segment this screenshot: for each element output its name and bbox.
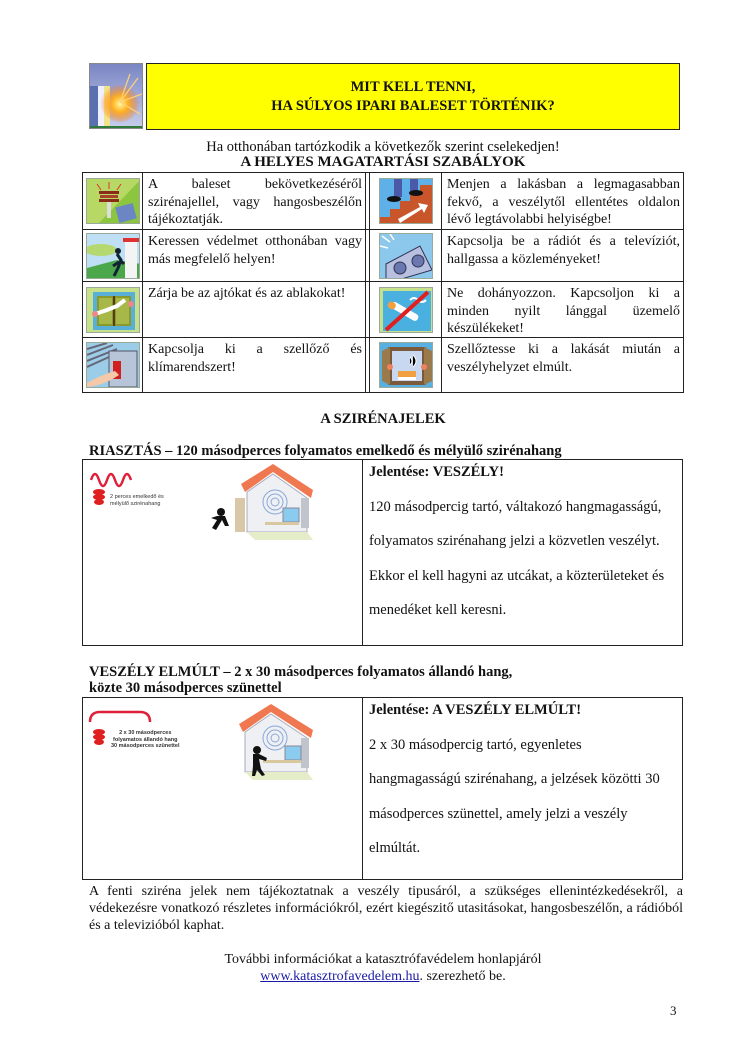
alarm-illustration <box>83 460 363 645</box>
rules-row <box>83 338 683 392</box>
rule-text: Ne dohányozzon. Kapcsoljon ki a minden nyilt lánggal üzemelő készülékeket! <box>447 286 680 336</box>
alarm-meaning: Jelentése: VESZÉLY! <box>369 464 504 480</box>
rule-text: Zárja be az ajtókat és az ablakokat! <box>148 286 346 301</box>
page-title-line-2: HA SÚLYOS IPARI BALESET TÖRTÉNIK? <box>271 97 555 114</box>
alarm-line: folyamatos szirénahang jelzi a közvetlen veszélyt. <box>369 533 660 549</box>
alarm-line: Ekkor el kell hagyni az utcákat, a közterületeket és <box>369 567 665 584</box>
allclear-heading-line-2: közte 30 másodperces szünettel <box>89 680 282 696</box>
alarm-description <box>364 460 682 622</box>
open-window-icon <box>379 342 433 388</box>
rule-text: Menjen a lakásban a legmagasabban fekvő, a veszélytől ellentétes oldalon lévő legtávolabbi helyiségbe! <box>447 177 680 227</box>
allclear-line: elmúltát. <box>369 840 421 856</box>
allclear-image-label: folyamatos állandó hang <box>113 736 178 743</box>
more-info-line-1: További információkat a katasztrófavédelem honlapjáról <box>224 952 542 967</box>
allclear-illustration <box>83 698 363 879</box>
alarm-heading: RIASZTÁS – 120 másodperces folyamatos emelkedő és mélyülő szirénahang <box>89 443 562 459</box>
house-evacuation-illustration <box>203 462 323 540</box>
siren-icon <box>86 178 140 224</box>
allclear-heading-line-1: VESZÉLY ELMÚLT – 2 x 30 másodperces folyamatos állandó hang, <box>89 664 513 680</box>
siren-signals-heading: A SZIRÉNAJELEK <box>320 411 446 427</box>
rules-heading: A HELYES MAGATARTÁSI SZABÁLYOK <box>240 154 526 170</box>
page-title-line-1: MIT KELL TENNI, <box>350 78 476 95</box>
website-link[interactable]: www.katasztrofavedelem.hu <box>260 969 420 984</box>
alarm-image-label: 2 perces emelkedő és <box>110 494 164 500</box>
allclear-image-label: 30 másodperces szünettel <box>111 743 180 749</box>
rules-row <box>83 282 683 338</box>
rules-row <box>83 173 683 230</box>
allclear-table <box>82 697 683 880</box>
intro-text: Ha otthonában tartózkodik a következők szerint cselekedjen! <box>206 139 560 155</box>
allclear-meaning: Jelentése: A VESZÉLY ELMÚLT! <box>369 702 582 718</box>
allclear-description <box>364 698 682 860</box>
alarm-table <box>82 459 683 646</box>
rule-text: Kapcsolja be a rádiót és a televíziót, hallgassa a közleményeket! <box>447 234 680 267</box>
no-smoking-icon <box>379 287 433 333</box>
close-window-icon <box>86 287 140 333</box>
alarm-image-label: mélyülő szirénahang <box>110 500 161 507</box>
allclear-image-label: 2 x 30 másodperces <box>119 730 172 736</box>
industrial-explosion-icon <box>89 63 143 129</box>
alarm-line: 120 másodpercig tartó, váltakozó hangmagasságú, <box>369 498 662 515</box>
allclear-line: másodperces szünettel, amely jelzi a veszély <box>369 805 628 822</box>
rule-text: Keressen védelmet otthonában vagy más megfelelő helyen! <box>148 234 362 267</box>
rule-text: Szellőztesse ki a lakását miután a veszélyhelyzet elmúlt. <box>447 342 680 375</box>
page-title-banner <box>146 63 680 130</box>
footer-note: A fenti sziréna jelek nem tájékoztatnak a veszély tipusáról, a szükséges ellenintézkedésekről, a védekezésre vonatkozó részletes információkról, ezért kiegészitő utasitásokat, hangosbeszélőn, a rádióból és a televizióból kaphat. <box>89 884 683 933</box>
run-shelter-icon <box>86 233 140 279</box>
more-info <box>82 951 684 985</box>
house-sheltered-illustration <box>223 702 333 780</box>
switch-off-icon <box>86 342 140 388</box>
rules-row <box>83 230 683 282</box>
alarm-line: menedéket kell keresni. <box>369 602 507 618</box>
stairs-icon <box>379 178 433 224</box>
rule-text: A baleset bekövetkezéséről szirénajellel, vagy hangosbeszélőn tájékoztatják. <box>148 177 362 227</box>
rule-text: Kapcsolja ki a szellőző és klímarendszert! <box>148 342 362 375</box>
more-info-suffix: . szerezhető be. <box>419 969 506 984</box>
radio-icon <box>379 233 433 279</box>
allclear-line: 2 x 30 másodpercig tartó, egyenletes <box>369 736 582 753</box>
page-number: 3 <box>670 1003 677 1018</box>
rules-table <box>82 172 684 393</box>
allclear-line: hangmagasságú szirénahang, a jelzések közötti 30 <box>369 771 660 787</box>
